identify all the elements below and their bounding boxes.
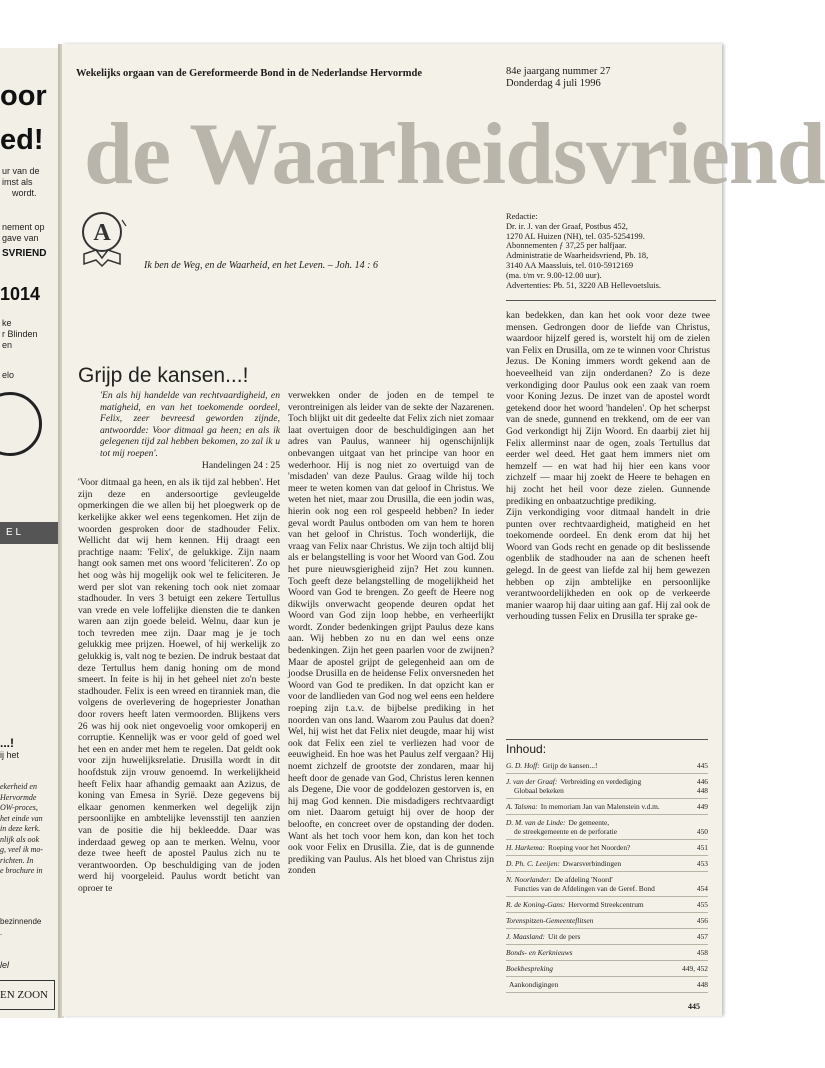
strip-line: e brochure in: [0, 866, 43, 875]
toc-title: Dwarsverbindingen: [562, 859, 622, 868]
article-heading: Grijp de kansen...!: [78, 364, 249, 387]
svg-text:A: A: [93, 220, 111, 246]
toc-entry: [506, 815, 708, 840]
strip-headline-1: oor: [0, 80, 47, 112]
redactie-block: [506, 212, 661, 290]
strip-line: g, veel ik mo-: [0, 845, 44, 854]
toc-entry: [506, 897, 708, 913]
toc-entry-text: [506, 948, 576, 957]
toc-pages: [697, 827, 708, 836]
toc-page: 448: [696, 980, 708, 989]
toc-pages: [697, 900, 708, 909]
toc-author: N. Noorlander:: [506, 875, 552, 884]
toc-author: J. van der Graaf:: [506, 777, 558, 786]
strip-line: bezinnende: [0, 917, 42, 926]
adjacent-page-strip: [0, 48, 58, 1018]
redactie-line: Abonnementen ƒ 37,25 per halfjaar.: [506, 241, 627, 251]
article-col1-text: 'Voor ditmaal ga heen, en als ik tijd zal hebben'. Het zijn deze en andersoortige gevleugelde opmerkingen die we allen bij het ploegwerk op de kerkelijke akker wel eens tegenkomen. Het zijn de woorden gesproken door de stadhouder Felix. Wellicht dat wij hem kennen. Hij draagt een prachtige naam: 'Felix', de gelukkige. Zijn naam hangt ook samen met ons woord 'feliciteren'. Zo op het oog wàs hij mogelijk ook wel te feliciteren. Je werd per slot van rekening toch ook niet zomaar stadhouder. In vers 3 betuigt een zekere Tertullus van vrede en vele loffelijke diensten die te danken waren aan zijn goede beleid. Welnu, daar kun je toch tevreden mee zijn. Daar mag je je toch gelukkig mee prijzen. Hoewel, of hij werkelijk zo gelukkig is, valt nog te bezien. De indruk bestaat dat deze Tertullus hem danig honing om de mond smeert. In feite is hij in het geheel niet zo'n beste stadhouder. Felix is een wreed en tiranniek man, die volgens de overlevering de hogepriester Jonathan door rovers heeft laten vermoorden. Blijkens vers 26 was hij ook niet ongevoelig voor omkoperij en corruptie. Kennelijk was er voor geld of goed wel het een en ander met hem te regelen. Dat geldt ook voor zijn huwelijksrelatie. Drusilla wordt in dit hoofdstuk zijn vrouw genoemd. In werkelijkheid heeft Felix haar afhandig gemaakt aan Azizus, de koning van Emesa in Syrië. Deze gegevens bij elkaar genomen kenmerken wel degelijk zijn persoonlijke en ambtelijke levensstijl ten aanzien van de positie die hij bekleedde. Daar was inderdaad geweg op aan te merken. Welnu, voor deze twee heeft de apostel Paulus zich nu te verantwoorden. Op beschuldiging van de joden werd hij voorgeleid. Paulus wordt beticht van oproer te: [78, 477, 280, 894]
page-number: 445: [688, 1002, 700, 1011]
toc-entry: [506, 913, 708, 929]
strip-line: ke: [2, 318, 12, 328]
strip-text-block-2: [2, 222, 45, 244]
toc-author: D. Ph. C. Leeijen:: [506, 859, 560, 868]
toc-pages: [697, 802, 708, 811]
toc-pages: [697, 916, 708, 925]
toc-pages: [697, 932, 708, 941]
toc-pages: [697, 948, 708, 957]
table-of-contents: [506, 742, 708, 993]
toc-title-line2: Functies van de Afdelingen van de Geref. Bond: [514, 884, 655, 893]
strip-dots: ...!: [0, 736, 14, 750]
article-col3-text-b: Zijn verkondiging voor ditmaal handelt in drie punten over rechtvaardigheid, matigheid en het toekomende oordeel. En denk erom dat hij het Woord van Gods recht en genade op dit beslissende ogenblik de stadhouder na aan de schenen heeft gelegd. In de geest van liefde zal hij hem gewezen hebben op zijn ambtelijke en persoonlijke verantwoordelijkheden en ook op de verkeerde manier waarop hij daar uiting aan gaf. Hij zal ook de verhouding tussen Felix en Drusilla ter sprake ge-: [506, 507, 710, 623]
toc-entry-text: [506, 843, 630, 852]
toc-entry: [506, 872, 708, 897]
motto: Ik ben de Weg, en de Waarheid, en het Leven. – Joh. 14 : 6: [144, 260, 379, 271]
toc-page: 446: [696, 777, 708, 786]
strip-svriend: SVRIEND: [2, 248, 47, 259]
toc-entry: [506, 758, 708, 774]
strip-line: in deze kerk.: [0, 824, 41, 833]
toc-entry: [506, 945, 708, 961]
strip-line: ekerheid en: [0, 782, 37, 791]
toc-pages: [697, 761, 708, 770]
toc-author: G. D. Hoff:: [506, 761, 540, 770]
toc-entry-text: [506, 802, 660, 811]
masthead-title: de Waarheidsvriend: [84, 106, 825, 203]
article-col2-text: verwekken onder de joden en de tempel te verontreinigen als leider van de sekte der Nazarenen. Toch blijkt uit dit gedeelte dat Felix zich niet zomaar laat overtuigen door de beschuldigingen aan het adres van Paulus, wanneer hij ogenschijnlijk onbevangen uitgaat van het principe van hoor en wederhoor. Hij is nog niet zo overtuigd van de 'misdaden' van deze Paulus. Graag wilde hij toch meer te weten komen van dat geloof in Christus. We weten het niet, maar zou Drusilla, die een jodin was, hierin ook nog een rol gespeeld hebben? In ieder geval wordt Paulus ontboden om van hem te horen van het geloof in Christus. Toch wonderlijk, die vraag van Felix naar Christus. We zijn toch altijd blij als er belangstelling is voor het Woord van God. Zou het pure nieuwsgierigheid zijn? Het zou kunnen. Toch geeft deze belangstelling de mogelijkheid het Woord van God te brengen. Zo geeft de Heere nog dikwijls onverwacht geopende deuren opdat het Woord van God zijn loop hebbe, en verheerlijkt wordt. Zonder bedenkingen grijpt Paulus deze kans aan. Wij hebben zo nu en dan wel eens onze bedenkingen. Zijn het geen paarlen voor de zwijnen? Maar de apostel grijpt de gelegenheid aan om de joodse Drusilla en de heidense Felix onversneden het Woord van God te prediken. In dat opzicht kan er voor de landlieden van God nog wel eens een heldere roeping zijn t.a.v. de bijbelse prediking in het noorden van ons land. Waarom zou Paulus dat doen? Wel, hij wist het dat Felix niet deugde, maar hij wist ook dat Felix een ziel te verliezen had voor de eeuwigheid. En hoe was het Paulus zelf vergaan? Hij noemt zichzelf de grootste der zondaren, maar hij heeft door de genade van God, Christus leren kennen als Degene, Die voor de goddelozen gestorven is, en hij mag God kennen. Die misdadigers rechtvaardigt om niet. Daarom getuigt hij over de hoop der beloofte, en concreet over de opstanding der doden. Want als het toch voor hem kon, dan kon het toch ook voor Felix en Drusilla. Zie, dat is de gunnende prediking van Paulus. Als het bloed van Christus zijn zonden: [288, 390, 494, 877]
strip-ij-het: ij het: [0, 750, 20, 760]
toc-author: J. Maasland:: [506, 932, 545, 941]
strip-number: 1014: [0, 284, 41, 304]
toc-pages: [697, 980, 708, 989]
strip-text-block-1: [2, 166, 40, 199]
toc-title: De gemeente,: [568, 818, 610, 827]
strip-line: r Blinden: [2, 329, 38, 339]
toc-entry-text: [506, 980, 558, 989]
toc-author: R. de Koning-Gans:: [506, 900, 566, 909]
toc-page: 448: [696, 786, 708, 795]
toc-heading: Inhoud:: [506, 742, 547, 756]
strip-dark-band: E L: [0, 522, 58, 544]
toc-pages: [697, 859, 708, 868]
toc-entry-text: [506, 859, 621, 868]
article-column-3: [506, 310, 710, 623]
toc-author: D. M. van de Linde:: [506, 818, 566, 827]
toc-page: 449, 452: [682, 964, 708, 973]
toc-title: Roeping voor het Noorden?: [548, 843, 631, 852]
strip-line: nement op: [2, 222, 45, 232]
article-quote-ref: Handelingen 24 : 25: [201, 459, 280, 471]
toc-page: 454: [696, 884, 708, 893]
toc-author: Boekbespreking: [506, 964, 553, 973]
organ-line: Wekelijks orgaan van de Gereformeerde Bond in de Nederlandse Hervormde: [76, 68, 422, 79]
header-divider: [506, 300, 716, 301]
strip-line: imst als: [2, 177, 33, 187]
strip-lel: lel: [0, 960, 10, 970]
strip-line: Hervormde: [0, 792, 37, 802]
toc-pages: [697, 777, 708, 795]
redactie-line: 1270 AL Huizen (NH), tel. 035-5254199.: [506, 231, 645, 241]
article-col3-text-a: kan bedekken, dan kan het ook voor deze twee mensen. Gedrongen door de liefde van Christus, waardoor hijzelf gered is, worstelt hij om de zielen van Felix en Drusilla, om ze te winnen voor Christus Jezus. De Koning immers wordt gekend aan de hoeveelheid van zijn onderdanen? Zo is deze verkondiging door Paulus ook een zaak van roem voor Koning Jezus. De inzet van de apostel wordt getekend door het woord 'handelen'. Op het scherpst van de snede, gunnend en trekkend, om de eer van God verkondigt hij Zijn Woord. En daarbij ziet hij Felix allerminst naar de ogen, zoals Tertullus dat eerder wel deed. Het gaat hem immers niet om hemzelf — en wat had hij hier een kans voor zichzelf — maar hij zoekt de Heere te behagen en hij zocht het heil voor deze zielen. Gunnende prediking en onbaatzuchtige prediking.: [506, 310, 710, 507]
redactie-label: Redactie:: [506, 212, 538, 221]
strip-line: .: [0, 928, 3, 937]
toc-title: Uit de pers: [548, 932, 581, 941]
toc-title: Aankondigingen: [509, 980, 559, 989]
toc-entry-text: [506, 761, 597, 770]
redactie-line: (ma. t/m vr. 9.00-12.00 uur).: [506, 270, 602, 280]
toc-page: 456: [696, 916, 708, 925]
toc-title-line2: de streekgemeente en de perforatie: [514, 827, 617, 836]
toc-entry: [506, 799, 708, 815]
toc-title: De afdeling 'Noord': [554, 875, 613, 884]
strip-line: OW-proces,: [0, 803, 38, 812]
issue-info: [506, 66, 610, 90]
magazine-page: [62, 44, 825, 1016]
strip-headline-2: ed!: [0, 124, 44, 156]
toc-author: H. Harkema:: [506, 843, 545, 852]
strip-text-block-3: [2, 318, 38, 351]
strip-line: gave van: [2, 233, 39, 243]
toc-divider: [506, 739, 708, 740]
strip-binnende: [0, 916, 41, 938]
toc-entry: [506, 774, 708, 799]
toc-entry-text: [506, 875, 655, 893]
toc-page: 450: [696, 827, 708, 836]
toc-entry: [506, 977, 708, 993]
strip-line: ur van de: [2, 166, 40, 176]
toc-page: 455: [696, 900, 708, 909]
strip-zoon-box: EN ZOON: [0, 980, 55, 1010]
strip-line: nlijk als ook: [0, 834, 40, 844]
article-column-2: [288, 390, 494, 877]
toc-title: Hervormd Streekcentrum: [568, 900, 644, 909]
toc-author: A. Talsma:: [506, 802, 538, 811]
toc-entry-text: [506, 818, 617, 836]
toc-page: 457: [696, 932, 708, 941]
issue-number: 84e jaargang nummer 27: [506, 66, 611, 77]
toc-entry: [506, 840, 708, 856]
toc-page: 445: [696, 761, 708, 770]
toc-entry: [506, 929, 708, 945]
toc-entry: [506, 961, 708, 977]
toc-pages: [682, 964, 708, 973]
redactie-line: Administratie de Waarheidsvriend, Pb. 18,: [506, 251, 649, 261]
toc-title: Verbreiding en verdediging: [560, 777, 642, 786]
redactie-line: 3140 AA Maassluis, tel. 010-5912169: [506, 260, 634, 270]
bond-logo-icon: [80, 210, 128, 268]
strip-line: wordt.: [12, 188, 37, 198]
toc-author: Torenspitzen-Gemeenteflitsen: [506, 916, 594, 925]
toc-page: 449: [696, 802, 708, 811]
redactie-line: Dr. ir. J. van der Graaf, Postbus 452,: [506, 221, 628, 231]
toc-entry: [506, 856, 708, 872]
toc-page: 451: [696, 843, 708, 852]
toc-page: 453: [696, 859, 708, 868]
toc-title: Grijp de kansen...!: [542, 761, 598, 770]
toc-entry-text: [506, 964, 556, 973]
toc-page: 458: [696, 948, 708, 957]
issue-date: Donderdag 4 juli 1996: [506, 78, 601, 89]
strip-line: en: [2, 340, 13, 350]
toc-entry-text: [506, 777, 641, 795]
toc-pages: [697, 884, 708, 893]
strip-italic-block: [0, 782, 43, 877]
article-column-1: [78, 390, 280, 895]
toc-entry-text: [506, 916, 596, 925]
toc-list: [506, 758, 708, 993]
strip-line: richten. In: [0, 855, 34, 865]
strip-line: het einde van: [0, 813, 43, 823]
toc-title-line2: Globaal bekeken: [514, 786, 564, 795]
toc-author: Bonds- en Kerknieuws: [506, 948, 573, 957]
toc-pages: [697, 843, 708, 852]
toc-entry-text: [506, 932, 580, 941]
toc-title: In memoriam Jan van Malenstein v.d.m.: [540, 802, 660, 811]
strip-elo: elo: [2, 370, 15, 380]
redactie-line: Advertenties: Pb. 51, 3220 AB Hellevoetsluis.: [506, 280, 661, 290]
toc-entry-text: [506, 900, 644, 909]
article-quote: 'En als hij handelde van rechtvaardigheid, en matigheid, en van het toekomende oordeel, Felix, zeer bevreesd geworden zijnde, antwoordde: Voor ditmaal ga heen; en als ik gelegenen tijd zal hebben bekomen, zo zal ik u tot mij roepen'.: [100, 390, 280, 459]
strip-round-logo-icon: [0, 392, 42, 456]
